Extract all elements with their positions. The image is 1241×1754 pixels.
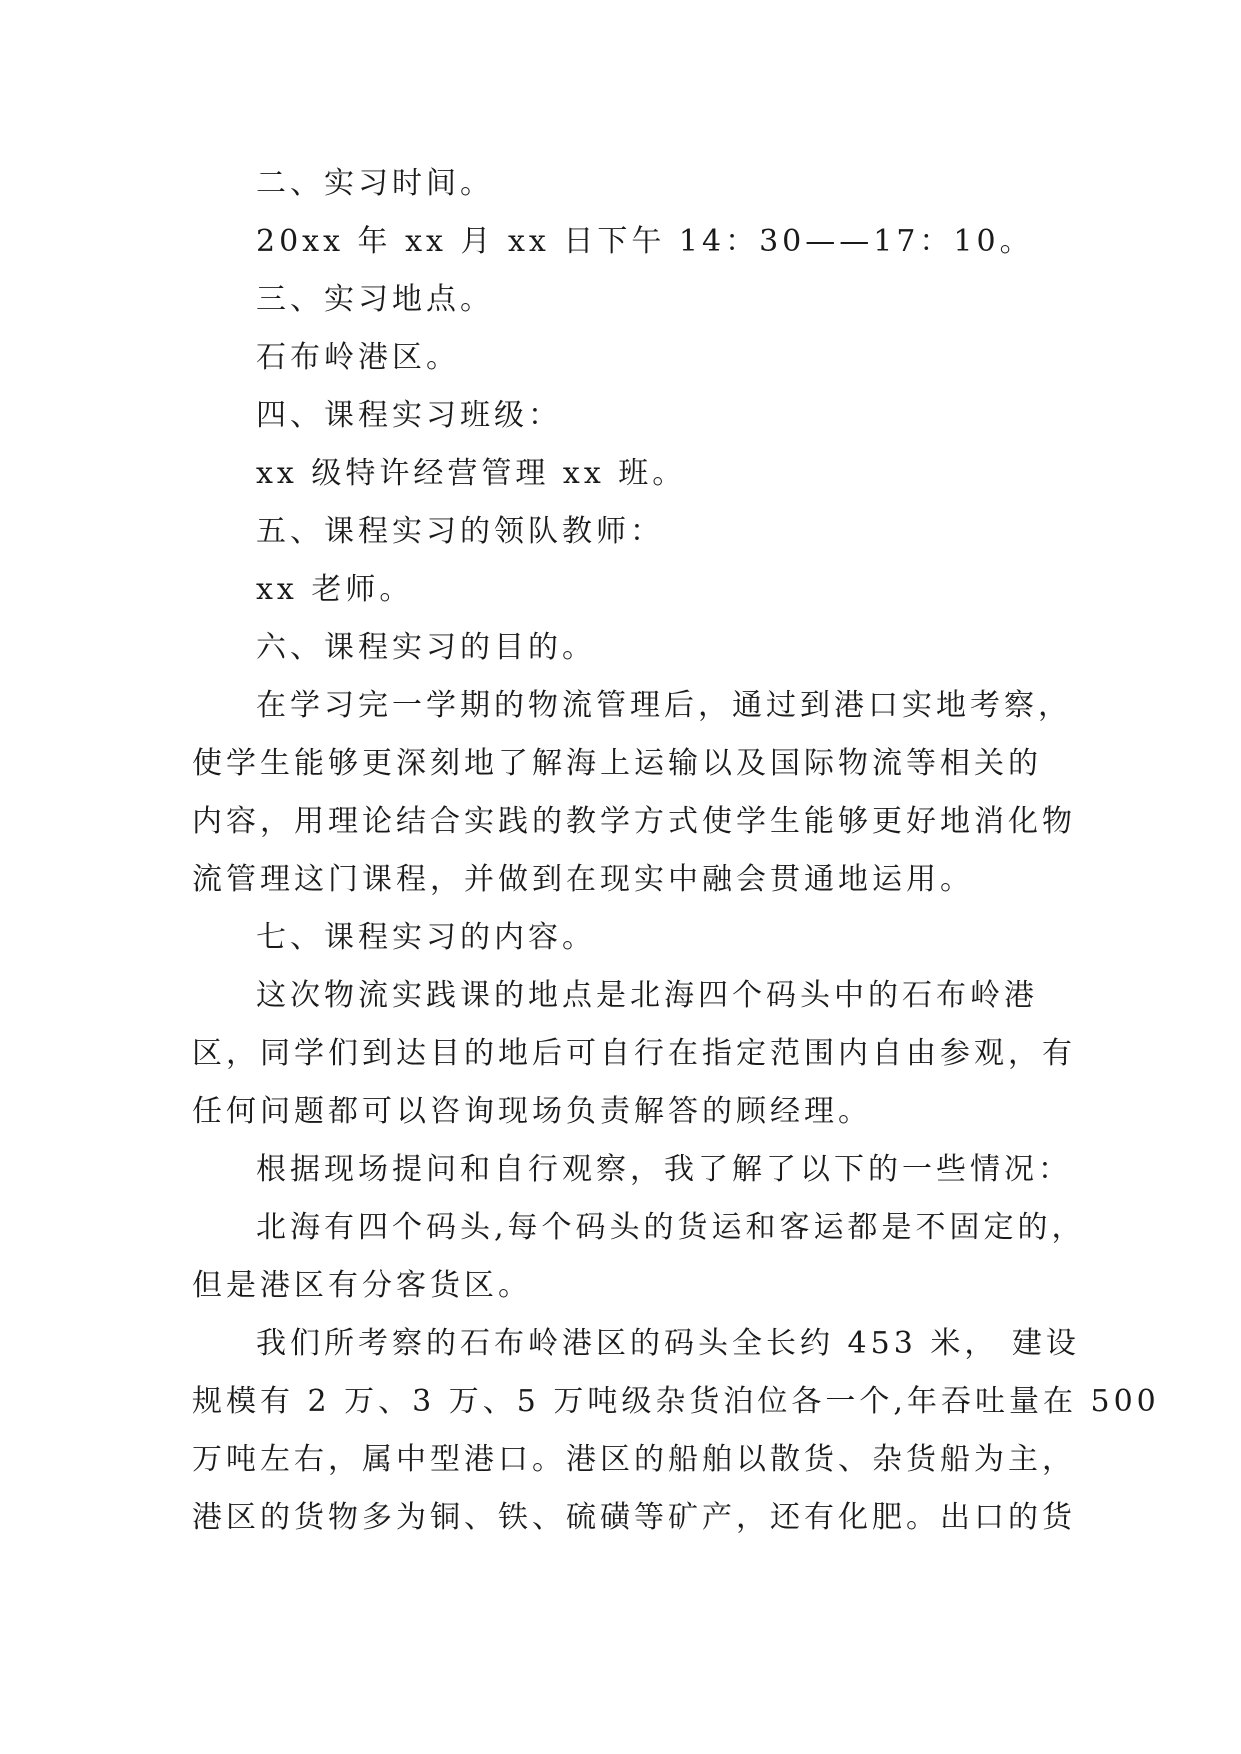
paragraph-line: 这次物流实践课的地点是北海四个码头中的石布岭港: [256, 978, 1038, 1013]
section-heading-class: 四、课程实习班级：: [256, 398, 562, 433]
paragraph-line: 港区的货物多为铜、铁、硫磺等矿产，还有化肥。出口的货: [192, 1500, 1076, 1535]
paragraph-line: 石布岭港区。: [256, 340, 460, 375]
paragraph-line: 在学习完一学期的物流管理后，通过到港口实地考察，: [256, 688, 1072, 723]
paragraph-line: 我们所考察的石布岭港区的码头全长约 453 米， 建设: [256, 1326, 1080, 1361]
paragraph-line: 流管理这门课程，并做到在现实中融会贯通地运用。: [192, 862, 974, 897]
paragraph-line: 使学生能够更深刻地了解海上运输以及国际物流等相关的: [192, 746, 1042, 781]
paragraph-line: 区，同学们到达目的地后可自行在指定范围内自由参观，有: [192, 1036, 1076, 1071]
section-heading-purpose: 六、课程实习的目的。: [256, 630, 596, 665]
section-heading-teacher: 五、课程实习的领队教师：: [256, 514, 664, 549]
paragraph-line: xx 级特许经营管理 xx 班。: [256, 456, 687, 491]
paragraph-line: 但是港区有分客货区。: [192, 1268, 532, 1303]
paragraph-line: xx 老师。: [256, 572, 414, 607]
paragraph-line: 20xx 年 xx 月 xx 日下午 14：30——17：10。: [256, 224, 1034, 259]
paragraph-line: 内容，用理论结合实践的教学方式使学生能够更好地消化物: [192, 804, 1076, 839]
section-heading-location: 三、实习地点。: [256, 282, 494, 317]
section-heading-content: 七、课程实习的内容。: [256, 920, 596, 955]
section-heading-time: 二、实习时间。: [256, 166, 494, 201]
paragraph-line: 规模有 2 万、3 万、5 万吨级杂货泊位各一个,年吞吐量在 500: [192, 1384, 1160, 1419]
paragraph-line: 万吨左右，属中型港口。港区的船舶以散货、杂货船为主，: [192, 1442, 1076, 1477]
paragraph-line: 任何问题都可以咨询现场负责解答的顾经理。: [192, 1094, 872, 1129]
paragraph-line: 根据现场提问和自行观察，我了解了以下的一些情况：: [256, 1152, 1072, 1187]
paragraph-line: 北海有四个码头,每个码头的货运和客运都是不固定的，: [256, 1210, 1086, 1245]
